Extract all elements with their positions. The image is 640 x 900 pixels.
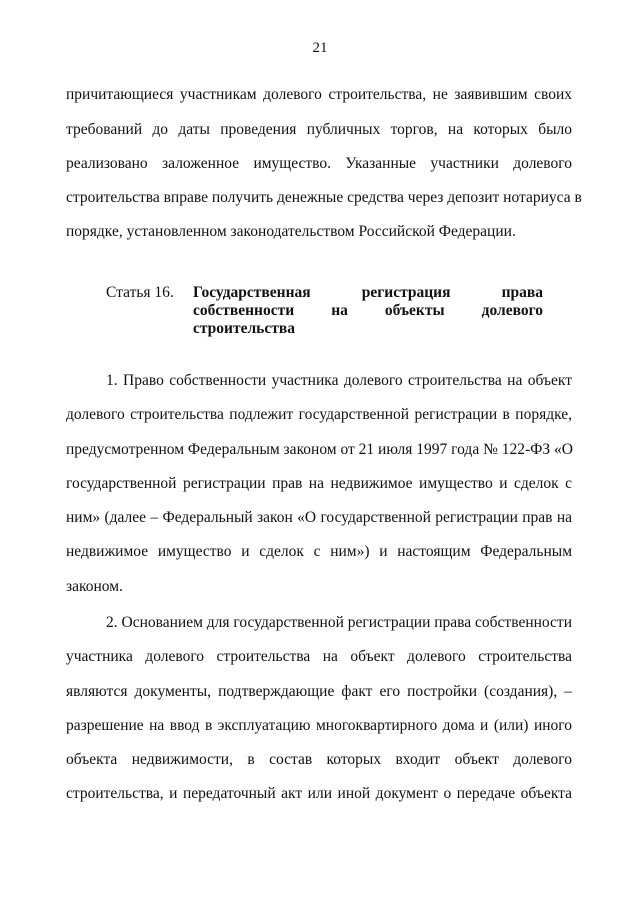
article-title-line: собственности на объекты долевого	[193, 302, 543, 319]
article-title-line: строительства	[193, 320, 295, 337]
text-line: недвижимое имущество и сделок с ним») и настоящим Федеральным	[66, 543, 572, 560]
text-line: 2. Основанием для государственной регистрации права собственности	[106, 614, 572, 631]
article-label: Статья 16.	[106, 284, 174, 301]
text-line: реализовано заложенное имущество. Указанные участники долевого	[66, 155, 572, 172]
text-line: предусмотренном Федеральным законом от 21 июля 1997 года № 122-ФЗ «О	[66, 441, 573, 458]
text-line: разрешение на ввод в эксплуатацию многоквартирного дома и (или) иного	[66, 717, 572, 734]
text-line: порядке, установленном законодательством Российской Федерации.	[66, 223, 516, 240]
text-line: строительства вправе получить денежные средства через депозит нотариуса в	[66, 189, 582, 206]
text-line: законом.	[66, 578, 123, 595]
text-line: ним» (далее – Федеральный закон «О государственной регистрации прав на	[66, 509, 572, 526]
text-line: строительства, и передаточный акт или иной документ о передаче объекта	[66, 785, 572, 802]
text-line: государственной регистрации прав на недвижимое имущество и сделок с	[66, 475, 572, 492]
article-title-line: Государственная регистрация права	[193, 284, 543, 301]
page-number: 21	[312, 40, 328, 56]
text-line: объекта недвижимости, в состав которых входит объект долевого	[66, 751, 572, 768]
text-line: являются документы, подтверждающие факт его постройки (создания), –	[66, 683, 572, 700]
text-line: 1. Право собственности участника долевого строительства на объект	[106, 372, 572, 389]
text-line: участника долевого строительства на объект долевого строительства	[66, 648, 572, 665]
text-line: причитающиеся участникам долевого строительства, не заявившим своих	[66, 86, 572, 103]
text-line: требований до даты проведения публичных торгов, на которых было	[66, 121, 572, 138]
text-line: долевого строительства подлежит государственной регистрации в порядке,	[66, 406, 572, 423]
